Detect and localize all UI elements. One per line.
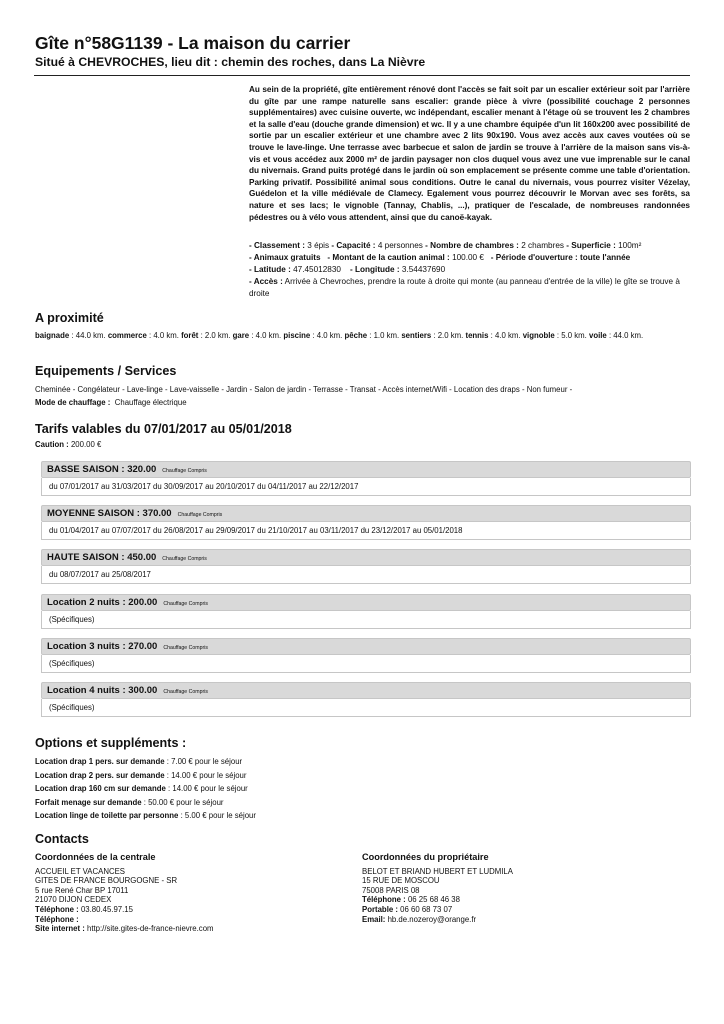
proximite-label: piscine (283, 331, 311, 340)
option-value: 7.00 € pour le séjour (171, 757, 243, 766)
chauffage-value: Chauffage électrique (114, 398, 187, 407)
details-block (249, 240, 690, 300)
proximite-value: : 4.0 km. (149, 331, 179, 340)
proprietaire-line: 75008 PARIS 08 (362, 885, 420, 895)
superficie-value: 100m² (618, 241, 642, 250)
superficie-label: - Superficie : (566, 241, 616, 250)
tarifs-title: Tarifs valables du 07/01/2017 au 05/01/2018 (35, 422, 292, 436)
phone-value: 06 25 68 46 38 (407, 895, 460, 905)
latitude-value: 47.45012830 (293, 265, 341, 274)
chambres-value: 2 chambres (521, 241, 564, 250)
proximite-title: A proximité (35, 311, 104, 325)
proximite-label: sentiers (401, 331, 432, 340)
caution-label: Caution : (35, 440, 69, 449)
proximite-label: commerce (107, 331, 147, 340)
season-price: Location 4 nuits : 300.00 (47, 685, 158, 696)
proprietaire-title: Coordonnées du propriétaire (362, 852, 489, 862)
proximite-label: voile (589, 331, 607, 340)
caution-animal-value: 100.00 € (452, 253, 484, 262)
season-dates: du 08/07/2017 au 25/08/2017 (41, 566, 691, 584)
proximite-value: : 1.0 km. (369, 331, 400, 340)
options-list (35, 755, 256, 823)
capacite-label: - Capacité : (331, 241, 376, 250)
option-label: Location drap 2 pers. sur demande (35, 770, 165, 780)
season-haute (41, 549, 691, 584)
page-title: Gîte n°58G1139 - La maison du carrier (35, 33, 351, 53)
option-value: 14.00 € pour le séjour (172, 784, 248, 793)
season-note: Chauffage Compris (163, 689, 208, 695)
option-item: Forfait menage sur demande : 50.00 € pour le séjour (35, 797, 224, 807)
longitude-value: 3.54437690 (401, 265, 446, 274)
season-moyenne (41, 505, 691, 540)
chauffage-label: Mode de chauffage : (35, 398, 111, 407)
proximite-label: gare (232, 331, 250, 340)
centrale-title: Coordonnées de la centrale (35, 852, 156, 862)
caution-value: 200.00 € (70, 440, 102, 449)
season-note: Chauffage Compris (162, 556, 207, 562)
proximite-list (35, 331, 691, 342)
season-dates: (Spécifiques) (41, 611, 691, 629)
title-divider (34, 75, 690, 76)
season-note: Chauffage Compris (163, 601, 208, 607)
phone-value: 03.80.45.97.15 (80, 904, 133, 914)
season-header (41, 682, 691, 699)
centrale-phone (35, 905, 214, 915)
proprietaire-line: 15 RUE DE MOSCOU (362, 876, 440, 886)
season-price: BASSE SAISON : 320.00 (47, 464, 157, 475)
season-header (41, 594, 691, 611)
proximite-value: : 4.0 km. (490, 331, 521, 340)
season-header (41, 638, 691, 655)
proprietaire-phone (362, 895, 513, 905)
proximite-value: : 2.0 km. (433, 331, 464, 340)
season-3-nuits (41, 638, 691, 673)
details-line-3 (249, 264, 690, 276)
centrale-site (35, 924, 214, 934)
season-price: Location 3 nuits : 270.00 (47, 641, 158, 652)
classement-label: - Classement : (249, 241, 305, 250)
season-note: Chauffage Compris (177, 512, 223, 518)
proprietaire-email (362, 915, 513, 925)
season-price: MOYENNE SAISON : 370.00 (47, 508, 172, 519)
season-price: HAUTE SAISON : 450.00 (47, 552, 157, 563)
chauffage-line (35, 396, 691, 409)
proximite-value: : 4.0 km. (251, 331, 282, 340)
phone-label: Téléphone : (35, 914, 79, 924)
phone-label: Téléphone : (35, 904, 79, 914)
proximite-label: pêche (344, 331, 368, 340)
animaux-label: - Animaux gratuits (249, 253, 321, 262)
periode-label: - Période d'ouverture : toute l'année (490, 253, 631, 262)
details-line-1 (249, 240, 690, 252)
option-label: Forfait menage sur demande (35, 797, 142, 807)
proximite-label: forêt (181, 331, 199, 340)
option-value: 5.00 € pour le séjour (184, 811, 256, 820)
season-dates: (Spécifiques) (41, 655, 691, 673)
longitude-label: - Longitude : (350, 265, 400, 274)
centrale-line: GITES DE FRANCE BOURGOGNE - SR (35, 876, 178, 886)
season-header (41, 505, 691, 522)
proximite-value: : 5.0 km. (556, 331, 587, 340)
proximite-value: : 2.0 km. (200, 331, 231, 340)
proprietaire-mobile (362, 905, 513, 915)
proximite-label: vignoble (522, 331, 555, 340)
equipements-list: Cheminée - Congélateur - Lave-linge - Lave-vaisselle - Jardin - Salon de jardin - Terrasse - Transat - Accès internet/Wifi - Location des draps - Non fumeur - (35, 385, 573, 394)
option-item: Location drap 2 pers. sur demande : 14.00 € pour le séjour (35, 770, 247, 780)
caution-animal-label: - Montant de la caution animal : (327, 253, 450, 262)
equipements-block (35, 383, 691, 409)
site-link[interactable]: http://site.gites-de-france-nievre.com (87, 924, 214, 934)
option-label: Location drap 1 pers. sur demande (35, 757, 165, 766)
proximite-value: : 44.0 km. (71, 331, 106, 340)
mobile-label: Portable : (362, 904, 398, 914)
description-text: Au sein de la propriété, gîte entièrement rénové dont l'accès se fait soit par un escalier extérieur soit par l'arrière du gîte par une rampe naturelle sans escalier: grande pièce à vivre (possibilité couchage 2 personnes supplémentaires) avec cuisine ouverte, wc indépendant, escalier menant à l'étage où se trouvent les 2 chambres et la salle d'eau (douche grande dimension) et wc. Il y a une chambre équipée d'un lit 160x200 avec possibilité de sortie par un escalier extérieur et une chambre avec 2 lits 90x190. Vous avez accès aux caves voutées où se trouve le lave-linge. Une terrasse avec barbecue et salon de jardin se trouve à l'arrière de la maison sans vis-à-vis et vous accédez aux 2000 m² de jardin paysager non clos duquel vous avez une vue imprenable sur le canal du nivernais. Grand puits protégé dans le jardin où son emplacement se présente comme une table d'orientation. Parking privatif. Possibilité animal sous conditions. Outre le canal du nivernais, vous pourrez visiter Vézelay, Guédelon et la ville médiévale de Clamecy. Egalement vous pourrez découvrir le Morvan avec ses forêts, sa nature et ses lacs; le vignoble (Tannay, Chablis, ...), pratiquer de l'escalade, de nombreuses randonnées pédestres ou à vélo vous attendent, ainsi que du canoë-kayak. (249, 85, 690, 222)
latitude-label: - Latitude : (249, 265, 291, 274)
option-label: Location linge de toilette par personne (35, 811, 179, 820)
season-dates: (Spécifiques) (41, 699, 691, 717)
season-price: Location 2 nuits : 200.00 (47, 597, 158, 608)
season-dates: du 01/04/2017 au 07/07/2017 du 26/08/2017 au 29/09/2017 du 21/10/2017 au 03/11/2017 du 23/12/2017 au 05/01/2018 (41, 522, 691, 540)
proximite-value: : 4.0 km. (312, 331, 343, 340)
proximite-label: tennis (465, 331, 489, 340)
season-dates: du 07/01/2017 au 31/03/2017 du 30/09/2017 au 20/10/2017 du 04/11/2017 au 22/12/2017 (41, 478, 691, 496)
acces-value: Arrivée à Chevroches, prendre la route à droite qui monte (au panneau d'entrée de la ville) le gîte se trouve à droite (249, 277, 680, 298)
proximite-value: : 44.0 km. (608, 331, 644, 340)
option-item: Location drap 160 cm sur demande : 14.00 € pour le séjour (35, 784, 248, 793)
caution-line (35, 440, 101, 449)
contacts-title: Contacts (35, 832, 89, 846)
site-label: Site internet : (35, 924, 85, 934)
season-note: Chauffage Compris (162, 468, 207, 474)
email-label: Email: (362, 914, 386, 924)
classement-value: 3 épis (307, 241, 330, 250)
details-line-2 (249, 252, 690, 264)
proximite-label: baignade (35, 331, 70, 340)
option-value: 14.00 € pour le séjour (171, 770, 247, 780)
options-title: Options et suppléments : (35, 736, 187, 750)
page-subtitle: Situé à CHEVROCHES, lieu dit : chemin des roches, dans La Nièvre (35, 55, 426, 69)
centrale-line: ACCUEIL ET VACANCES (35, 866, 125, 876)
mobile-value: 06 60 68 73 07 (400, 904, 453, 914)
acces-label: - Accès : (249, 277, 283, 286)
option-label: Location drap 160 cm sur demande (35, 784, 166, 793)
contact-proprietaire (362, 853, 513, 924)
season-basse (41, 461, 691, 496)
centrale-phone-2 (35, 915, 214, 925)
centrale-line: 21070 DIJON CEDEX (35, 895, 112, 905)
season-note: Chauffage Compris (163, 645, 208, 651)
season-2-nuits (41, 594, 691, 629)
option-value: 50.00 € pour le séjour (148, 797, 224, 807)
season-4-nuits (41, 682, 691, 717)
option-item: Location drap 1 pers. sur demande : 7.00 € pour le séjour (35, 757, 243, 766)
email-link[interactable]: hb.de.nozeroy@orange.fr (387, 914, 477, 924)
season-header (41, 549, 691, 566)
equipements-title: Equipements / Services (35, 364, 177, 378)
capacite-value: 4 personnes (377, 241, 423, 250)
centrale-line: 5 rue René Char BP 17011 (35, 885, 129, 895)
proprietaire-line: BELOT ET BRIAND HUBERT ET LUDMILA (362, 866, 513, 876)
chambres-label: - Nombre de chambres : (425, 241, 519, 250)
phone-label: Téléphone : (362, 895, 406, 905)
season-header (41, 461, 691, 478)
contact-centrale (35, 853, 214, 934)
option-item: Location linge de toilette par personne : 5.00 € pour le séjour (35, 811, 256, 820)
details-line-4 (249, 276, 690, 300)
